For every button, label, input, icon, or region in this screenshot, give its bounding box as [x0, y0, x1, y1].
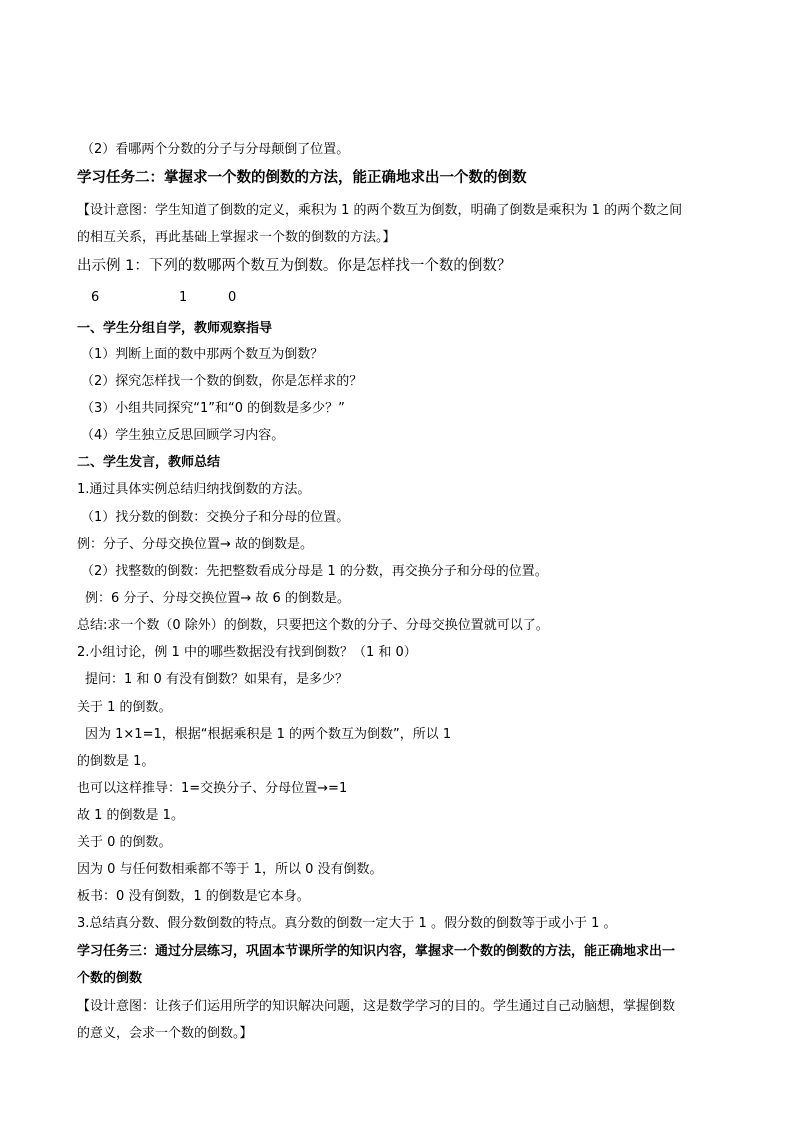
- about-reciprocal-of-0: 关于 0 的倒数。: [77, 835, 172, 850]
- method-conclusion: 总结:求一个数（0 除外）的倒数，只要把这个数的分子、分母交换位置就可以了。: [77, 618, 549, 633]
- reason-reciprocal-of-0: 因为 0 与任何数相乘都不等于 1，所以 0 没有倒数。: [77, 862, 383, 877]
- task-2-heading: 学习任务二：掌握求一个数的倒数的方法，能正确地求出一个数的倒数: [77, 170, 527, 186]
- section-1-item-2: （2）探究怎样找一个数的倒数，你是怎样求的？: [81, 374, 363, 389]
- derivation-reciprocal-of-1: 也可以这样推导：1=交换分子、分母位置→=1: [77, 781, 348, 796]
- reason-reciprocal-of-1: 因为 1×1=1，根据“根据乘积是 1 的两个数互为倒数”，所以 1: [85, 727, 452, 742]
- section-1-item-3: （3）小组共同探究“1”和“0 的倒数是多少？”: [81, 401, 345, 416]
- design-intent-1-line-2: 的相互关系，再此基础上掌握求一个数的倒数的方法。】: [77, 230, 396, 245]
- step-2-text: （2）看哪两个分数的分子与分母颠倒了位置。: [81, 142, 350, 157]
- integer-example: 例：6 分子、分母交换位置→ 故 6 的倒数是。: [85, 591, 350, 606]
- task-3-heading-line-1: 学习任务三：通过分层练习，巩固本节课所学的知识内容，掌握求一个数的倒数的方法，能正确地求出一: [77, 944, 676, 959]
- method-summary-title: 1.通过具体实例总结归纳找倒数的方法。: [77, 482, 311, 497]
- design-intent-3-line-1: 【设计意图：让孩子们运用所学的知识解决问题，这是数学学习的目的。学生通过自己动脑想，掌握倒数: [77, 999, 676, 1014]
- reciprocal-of-1-conclusion: 故 1 的倒数是 1。: [77, 808, 184, 823]
- section-1-item-1: （1）判断上面的数中那两个数互为倒数？: [81, 347, 324, 362]
- section-2-heading: 二、学生发言，教师总结: [77, 455, 221, 470]
- example-number-6: 6: [91, 290, 100, 305]
- example-number-0: 0: [228, 290, 237, 305]
- fraction-reciprocal-rule: （1）找分数的倒数：交换分子和分母的位置。: [81, 510, 350, 525]
- question-1-and-0: 提问：1 和 0 有没有倒数？如果有，是多少？: [85, 672, 348, 687]
- blackboard-note: 板书：0 没有倒数，1 的倒数是它本身。: [77, 889, 310, 904]
- group-discussion: 2.小组讨论，例 1 中的哪些数据没有找到倒数？（1 和 0）: [77, 645, 417, 660]
- example-1-prompt: 出示例 1：下列的数哪两个数互为倒数。你是怎样找一个数的倒数？: [77, 258, 512, 274]
- reciprocal-of-1-result: 的倒数是 1。: [77, 754, 155, 769]
- section-1-heading: 一、学生分组自学，教师观察指导: [77, 321, 273, 336]
- design-intent-1-line-1: 【设计意图：学生知道了倒数的定义，乘积为 1 的两个数互为倒数，明确了倒数是乘积为 1 的两个数之间: [77, 203, 683, 218]
- about-reciprocal-of-1: 关于 1 的倒数。: [77, 700, 172, 715]
- design-intent-3-line-2: 的意义，会求一个数的倒数。】: [77, 1026, 253, 1041]
- integer-reciprocal-rule: （2）找整数的倒数：先把整数看成分母是 1 的分数，再交换分子和分母的位置。: [81, 564, 548, 579]
- proper-improper-summary: 3.总结真分数、假分数倒数的特点。真分数的倒数一定大于 1 。假分数的倒数等于或小于 1 。: [77, 916, 617, 931]
- fraction-example: 例：分子、分母交换位置→ 故的倒数是。: [77, 537, 314, 552]
- section-1-item-4: （4）学生独立反思回顾学习内容。: [81, 428, 285, 443]
- task-3-heading-line-2: 个数的倒数: [77, 971, 143, 986]
- example-number-1: 1: [179, 290, 188, 305]
